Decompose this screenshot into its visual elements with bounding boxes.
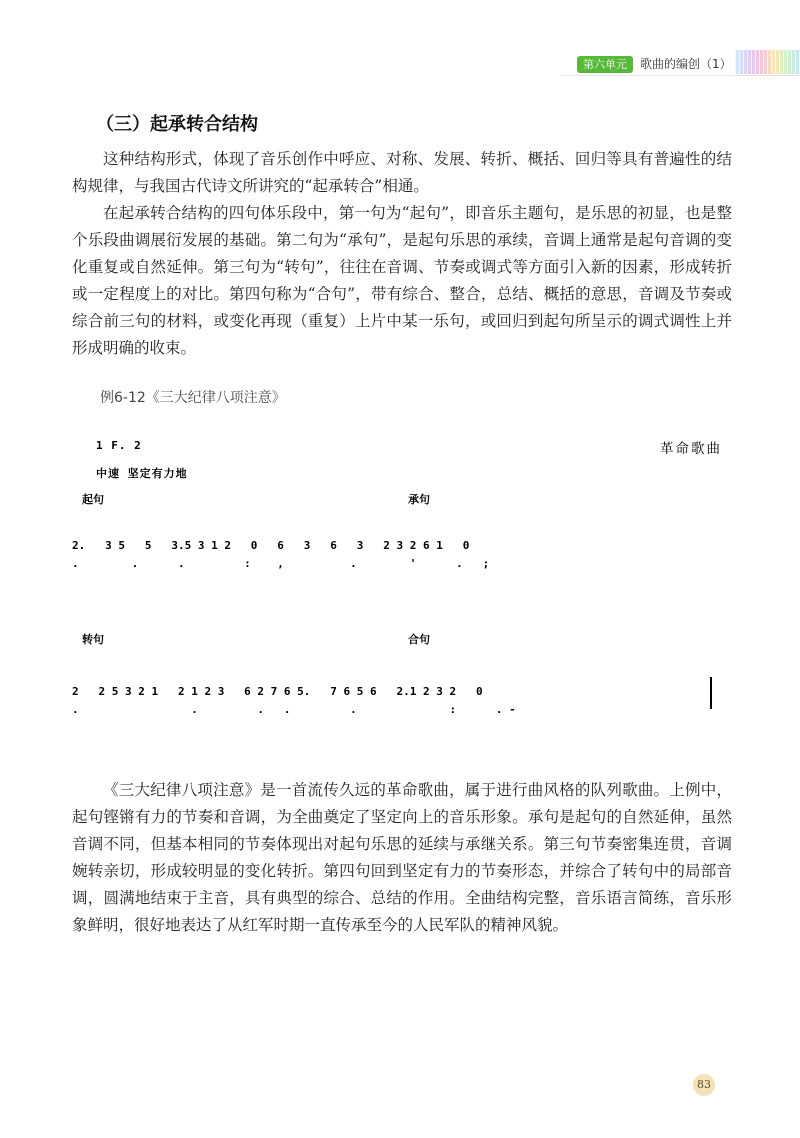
phrase-label-he: 合句 — [408, 633, 430, 646]
example-label: 例6-12《三大纪律八项注意》 — [100, 390, 286, 406]
music-score — [60, 425, 740, 745]
score-source: 革命歌曲 — [660, 441, 722, 457]
paragraph-2: 在起承转合结构的四句体乐段中，第一句为“起句”，即音乐主题句，是乐思的初显，也是整个乐段曲调展衍发展的基础。第二句为“承句”，是起句乐思的承续，音调上通常是起句音调的变化重复或自然延伸。第三句为“转句”，往往在音调、节奏或调式等方面引入新的因素，形成转折或一定程度上的对比。第四句称为“合句”，带有综合、整合，总结、概括的意思，音调及节奏或综合前三句的材料，或变化再现（重复）上片中某一乐句，或回归到起句所呈示的调式调性上并形成明确的收束。 — [72, 204, 732, 357]
chapter-title: 歌曲的编创（1） — [640, 57, 732, 71]
phrase-label-qi: 起句 — [82, 493, 104, 506]
header-decoration-lines — [735, 50, 800, 74]
unit-badge: 第六单元 — [577, 56, 633, 73]
tempo-marking: 中速 坚定有力地 — [96, 467, 188, 480]
score-line-2-dots: . . . . . : . - — [72, 703, 516, 716]
paragraph-3: 《三大纪律八项注意》是一首流传久远的革命歌曲，属于进行曲风格的队列歌曲。上例中，起句铿锵有力的节奏和音调，为全曲奠定了坚定向上的音乐形象。承句是起句的自然延伸，虽然音调不同，但基本相同的节奏体现出对起句乐思的延续与承继关系。第三句节奏密集连贯，音调婉转亲切，形成较明显的变化转折。第四句回到坚定有力的节奏形态，并综合了转句中的局部音调，圆满地结束于主音，具有典型的综合、总结的作用。全曲结构完整，音乐语言简练，音乐形象鲜明，很好地表达了从红军时期一直传承至今的人民军队的精神风貌。 — [72, 781, 732, 934]
phrase-label-cheng: 承句 — [408, 493, 430, 506]
section-title: （三）起承转合结构 — [96, 114, 258, 135]
paragraph-1: 这种结构形式，体现了音乐创作中呼应、对称、发展、转折、概括、回归等具有普遍性的结构规律，与我国古代诗文所讲究的“起承转合”相通。 — [72, 150, 732, 195]
score-line-1-dots: . . . : , . ' . ; — [72, 557, 490, 570]
final-barline — [710, 677, 712, 709]
phrase-label-zhuan: 转句 — [82, 633, 104, 646]
score-line-1: 2. 3 5 5 3.5 3 1 2 0 6 3 6 3 2 3 2 6 1 0 — [72, 539, 470, 552]
key-signature: 1 F. 2 — [96, 439, 142, 452]
score-line-2: 2 2 5 3 2 1 2 1 2 3 6 2 7 6 5. 7 6 5 6 2.1 2 3 2 0 — [72, 685, 483, 698]
page-number: 83 — [693, 1074, 715, 1096]
header-rule — [560, 75, 800, 76]
